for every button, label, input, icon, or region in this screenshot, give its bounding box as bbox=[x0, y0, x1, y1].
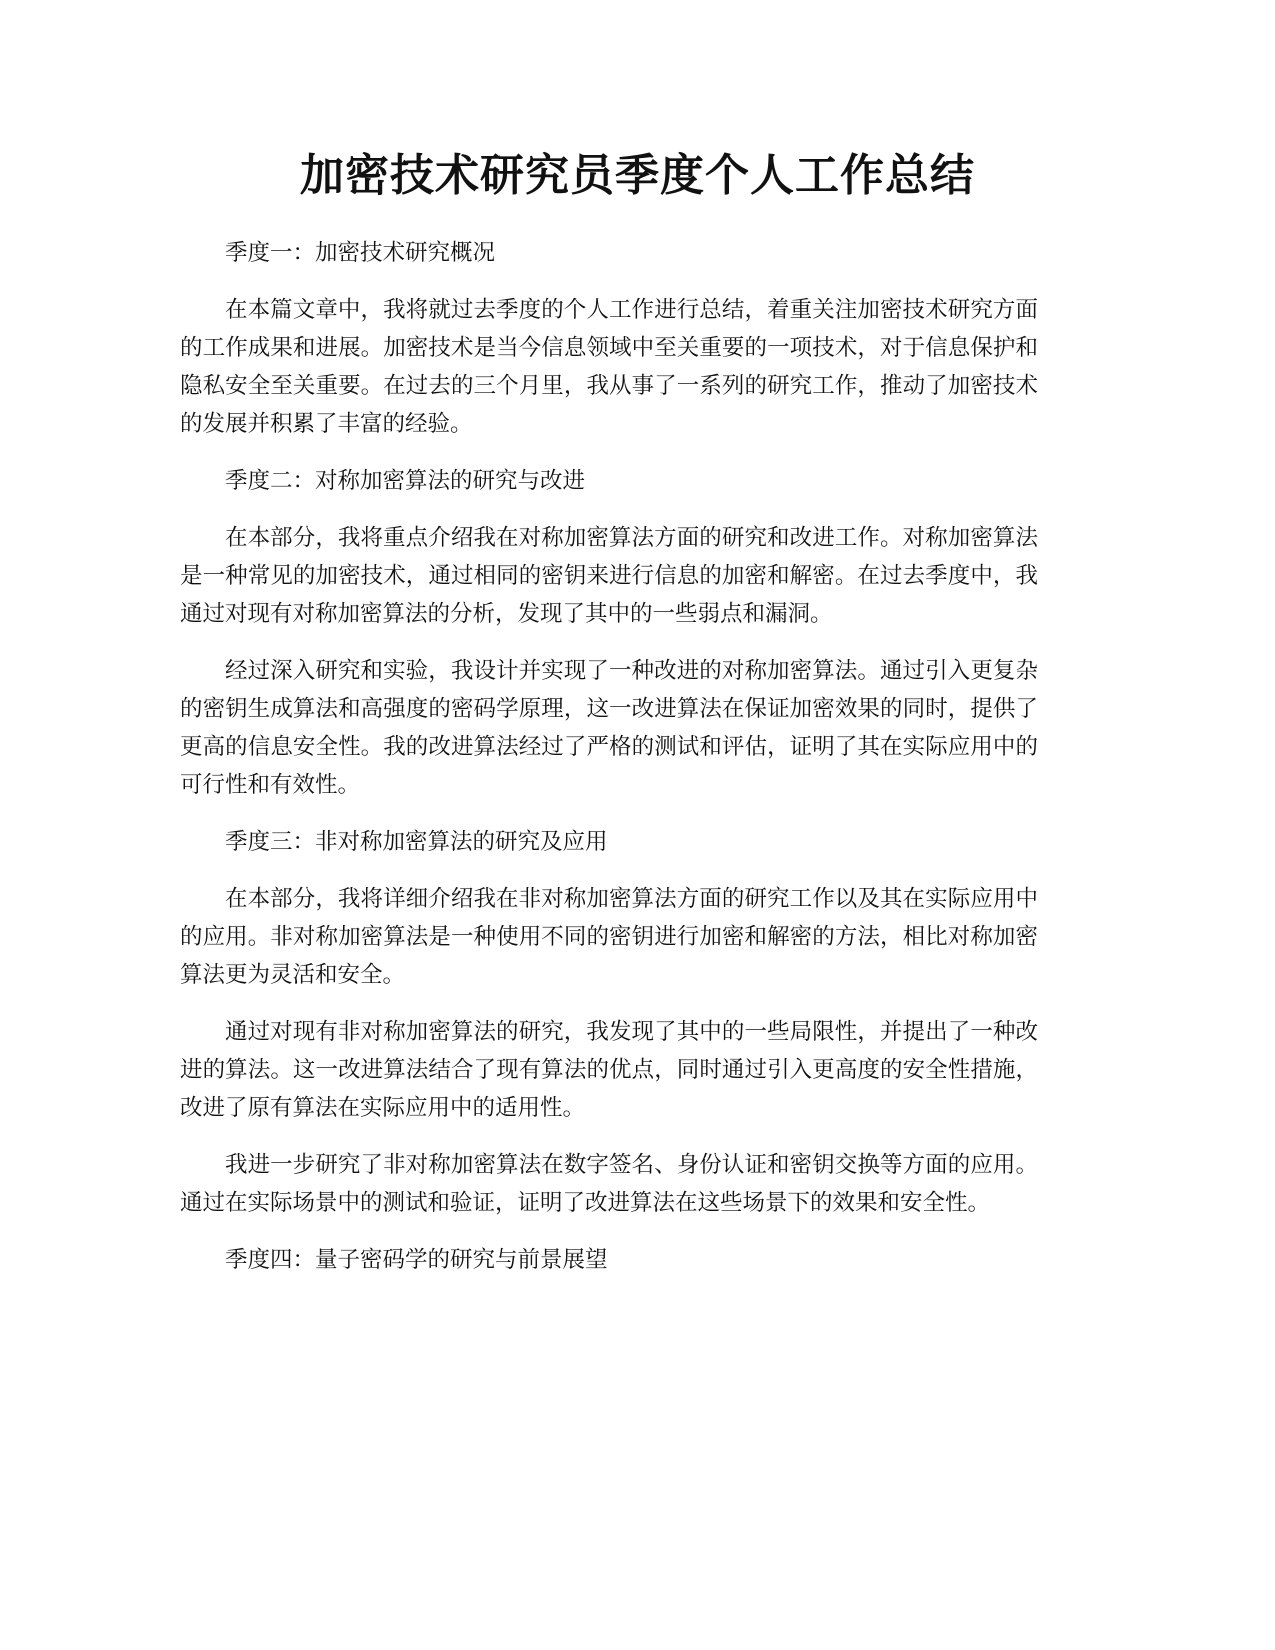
section-heading: 季度三：非对称加密算法的研究及应用 bbox=[225, 829, 608, 855]
body-paragraph: 经过深入研究和实验，我设计并实现了一种改进的对称加密算法。通过引入更复杂的密钥生成算法和高强度的密码学原理，这一改进算法在保证加密效果的同时，提供了更高的信息安全性。我的改进算法经过了严格的测试和评估，证明了其在实际应用中的可行性和有效性。 bbox=[180, 658, 1038, 798]
body-paragraph: 我进一步研究了非对称加密算法在数字签名、身份认证和密钥交换等方面的应用。通过在实际场景中的测试和验证，证明了改进算法在这些场景下的效果和安全性。 bbox=[180, 1152, 1038, 1216]
section-heading: 季度四：量子密码学的研究与前景展望 bbox=[225, 1247, 608, 1273]
body-paragraph: 在本部分，我将重点介绍我在对称加密算法方面的研究和改进工作。对称加密算法是一种常见的加密技术，通过相同的密钥来进行信息的加密和解密。在过去季度中，我通过对现有对称加密算法的分析，发现了其中的一些弱点和漏洞。 bbox=[180, 525, 1038, 627]
document-title: 加密技术研究员季度个人工作总结 bbox=[300, 150, 975, 201]
document-body bbox=[180, 234, 1038, 1298]
section-heading: 季度一：加密技术研究概况 bbox=[225, 240, 496, 266]
body-paragraph: 在本部分，我将详细介绍我在非对称加密算法方面的研究工作以及其在实际应用中的应用。非对称加密算法是一种使用不同的密钥进行加密和解密的方法，相比对称加密算法更为灵活和安全。 bbox=[180, 886, 1038, 988]
section-heading: 季度二：对称加密算法的研究与改进 bbox=[225, 468, 586, 494]
body-paragraph: 在本篇文章中，我将就过去季度的个人工作进行总结，着重关注加密技术研究方面的工作成果和进展。加密技术是当今信息领域中至关重要的一项技术，对于信息保护和隐私安全至关重要。在过去的三个月里，我从事了一系列的研究工作，推动了加密技术的发展并积累了丰富的经验。 bbox=[180, 297, 1038, 437]
body-paragraph: 通过对现有非对称加密算法的研究，我发现了其中的一些局限性，并提出了一种改进的算法。这一改进算法结合了现有算法的优点，同时通过引入更高度的安全性措施，改进了原有算法在实际应用中的适用性。 bbox=[180, 1019, 1038, 1121]
